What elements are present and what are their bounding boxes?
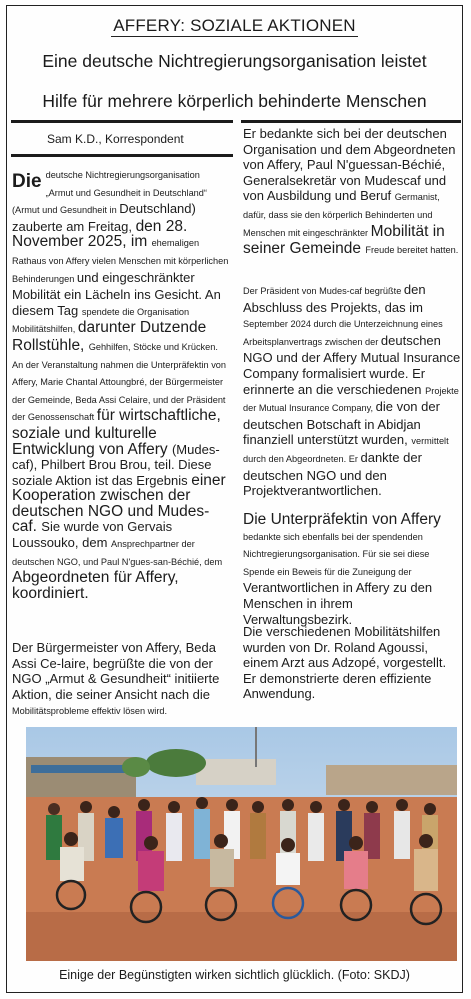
article-text-segment: Generalsekretär von Mudescaf und von Ausbildung und Beruf [243, 172, 447, 204]
article-text-segment: Er bedankte sich bei der deutschen Organisation und dem Abgeordneten von Affery, Paul N'guessan-Béchié, [243, 126, 456, 173]
right-column-text-2 [243, 282, 461, 499]
left-column [12, 166, 229, 601]
section-kicker [7, 16, 462, 36]
article-text-segment: bedankte sich ebenfalls bei der spendenden Nichtregierungsorganisation. Für sie sei diese Spende ein Beweis für die Zuneigung der [243, 531, 430, 577]
right-column-text-1 [243, 126, 461, 259]
article-text-segment: Deutschland) zauberte am Freitag, [12, 201, 196, 234]
article-text-segment: dankte der deutschen NGO und den Projektverantwortlichen. [243, 449, 422, 499]
article-text-segment: Verantwortlichen in Affery zu den Menschen in ihrem Verwaltungsbezirk. [243, 580, 433, 627]
article-text-segment: Freude bereitet hatten. [365, 245, 459, 256]
article-text-segment: Die Unterpräfektin von Affery [243, 511, 441, 528]
byline: Sam K.D., Korrespondent [47, 132, 184, 146]
article-text-segment: Bürgermeister der Gemeinde, Beda Assi Celaire, [12, 377, 224, 405]
newspaper-page [6, 5, 463, 993]
article-text-segment: den 28. November 2025, im [12, 217, 188, 251]
article-text-segment: für wirtschaftliche, soziale und kulturelle Entwicklung von Affery [12, 407, 221, 458]
right-column-block-2 [243, 282, 461, 499]
article-text-segment: vermittelt durch den Abgeordneten. Er [243, 436, 449, 464]
article-text-segment: deutschen NGO und der Affery Mutual Insurance Company formalisiert wurde. [243, 332, 461, 381]
right-column-text-4 [243, 624, 461, 702]
article-text-segment: spendete die Organisation Mobilitätshilfen, [12, 306, 190, 335]
right-column-text-3 [243, 512, 461, 627]
article-text-segment: Der Präsident von Mudes-caf begrüßte [243, 286, 404, 296]
group-photo [26, 727, 457, 961]
article-text-segment: und eingeschränkter Mobilität ein Lächeln ins Gesicht. An diesem Tag [12, 269, 221, 318]
article-text-segment: Sie wurde von Gervais Loussouko, dem [12, 519, 173, 551]
right-column-block-3 [243, 512, 461, 627]
article-text-segment: Mobilität in seiner Gemeinde [243, 222, 445, 258]
divider-left-bottom [11, 154, 233, 157]
article-text-segment: Abgeordneten für Affery, koordiniert. [12, 569, 179, 602]
article-text-segment: Projekte der Mutual Insurance Company, [243, 385, 459, 414]
group-photo-illustration [26, 727, 457, 961]
article-text-segment: Ansprechpartner der deutschen NGO, und Paul N'gues-san-Béchié, dem [12, 539, 223, 567]
left-column-bottom-text [12, 640, 229, 720]
dropcap: Die [12, 171, 42, 192]
article-text-segment: September 2024 durch die Unterzeichnung eines Arbeitsplanvertrags zwischen der [243, 319, 443, 347]
right-column-block-1 [243, 126, 461, 259]
headline-line-1: Eine deutsche Nichtregierungsorganisation leistet [42, 51, 427, 71]
photo-caption: Einige der Begünstigten wirken sichtlich glücklich. (Foto: SKDJ) [59, 968, 410, 982]
left-column-text [12, 166, 229, 601]
article-text-segment: Germanist, dafür, dass sie den körperlich Behinderten und Menschen mit eingeschränkter [243, 192, 440, 238]
left-column-bottom [12, 640, 229, 720]
article-text-segment: Er erinnerte an die verschiedenen [243, 365, 426, 397]
article-text-segment: Der Bürgermeister von Affery, Beda Assi Ce-laire, begrüßte die von der NGO „Armut & Gesundheit“ initiierte Aktion, die seiner Ansicht nach die [12, 640, 220, 702]
article-text-segment: die von der deutschen Botschaft in Abidjan finanziell unterstützt wurden, [243, 399, 440, 448]
article-text-segment: einer Kooperation zwischen der deutschen NGO und Mudes-caf. [12, 471, 226, 536]
article-text-segment: Die verschiedenen Mobilitätshilfen wurden von Dr. Roland Agoussi, einem Arzt aus Adzopé, vorgestellt. Er demonstrierte deren effiziente Anwendung. [243, 624, 447, 702]
article-text-segment: von Affery, Marie Chantal Attoungbré, der [12, 359, 227, 388]
headline-line-2: Hilfe für mehrere körperlich behinderte Menschen [42, 91, 427, 111]
right-column-block-4 [243, 624, 461, 702]
article-text-segment: deutsche Nichtregierungsorganisation „Armut und Gesundheit in Deutschland“ (Armut und Gesundheit in [12, 170, 207, 216]
article-text-segment: Gehhilfen, Stöcke und Krücken. An der Veranstaltung nahmen die Unterpräfektin [12, 341, 218, 370]
divider-left-top [11, 120, 233, 123]
article-text-segment: (Mudes-caf), Philbert Brou Brou, teil. Diese soziale Aktion ist das Ergebnis [12, 441, 220, 488]
article-text-segment: den Abschluss des Projekts, das im [243, 282, 426, 315]
article-text-segment: darunter Dutzende Rollstühle, [12, 319, 207, 354]
kicker-text: AFFERY: SOZIALE AKTIONEN [113, 16, 356, 35]
article-text-segment: und der Präsident der Genossenschaft [12, 394, 226, 423]
article-text-segment: Mobilitätsprobleme effektiv lösen wird. [12, 706, 168, 717]
article-text-segment: ehemaligen Rathaus von Affery vielen Menschen mit körperlichen Behinderungen [12, 238, 229, 284]
divider-right-top [241, 120, 461, 123]
